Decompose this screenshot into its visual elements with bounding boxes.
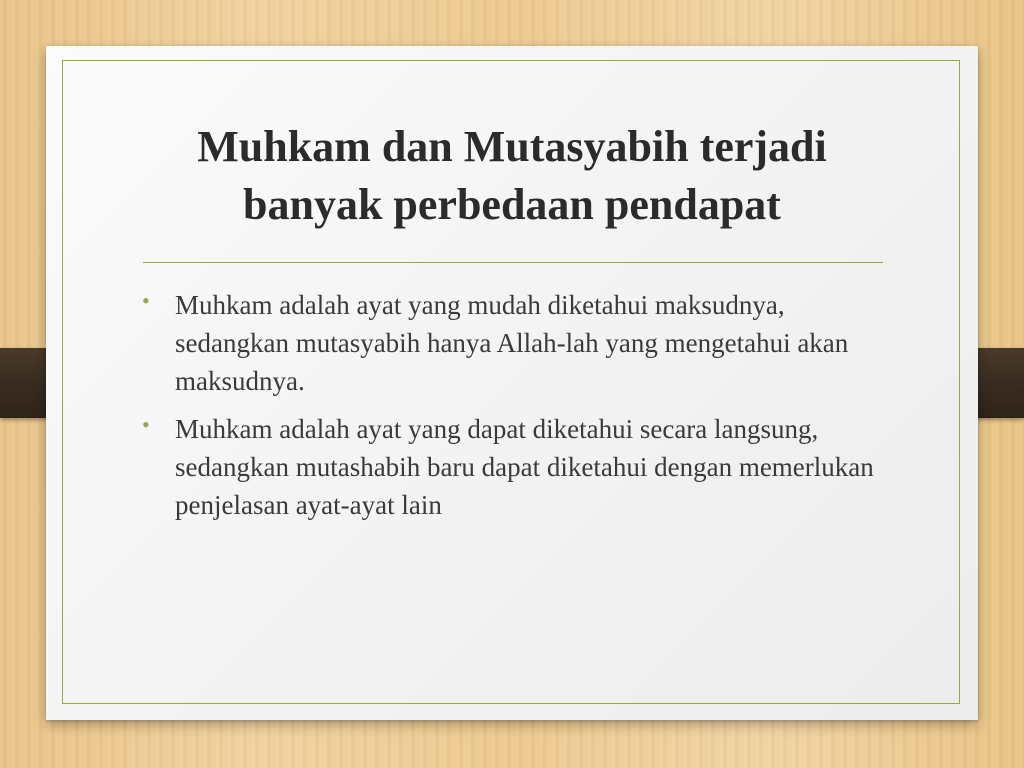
slide-title [46,118,978,234]
slide-title-line-2: banyak perbedaan pendapat [243,180,781,229]
title-divider [143,262,883,263]
bullet-dot-icon: • [142,412,150,437]
slide-card [46,46,978,720]
bullet-item-2 [142,410,882,524]
bullet-text-2: Muhkam adalah ayat yang dapat diketahui secara langsung, sedangkan mutashabih baru dapat diketahui dengan memerlukan penjelasan ayat-ayat lain [175,414,874,520]
bullet-item-1 [142,286,882,400]
bullet-text-1: Muhkam adalah ayat yang mudah diketahui maksudnya, sedangkan mutasyabih hanya Allah-lah yang mengetahui akan maksudnya. [175,290,849,396]
bullet-list [142,286,882,534]
bullet-dot-icon: • [142,288,150,313]
slide-title-line-1: Muhkam dan Mutasyabih terjadi [197,122,827,171]
